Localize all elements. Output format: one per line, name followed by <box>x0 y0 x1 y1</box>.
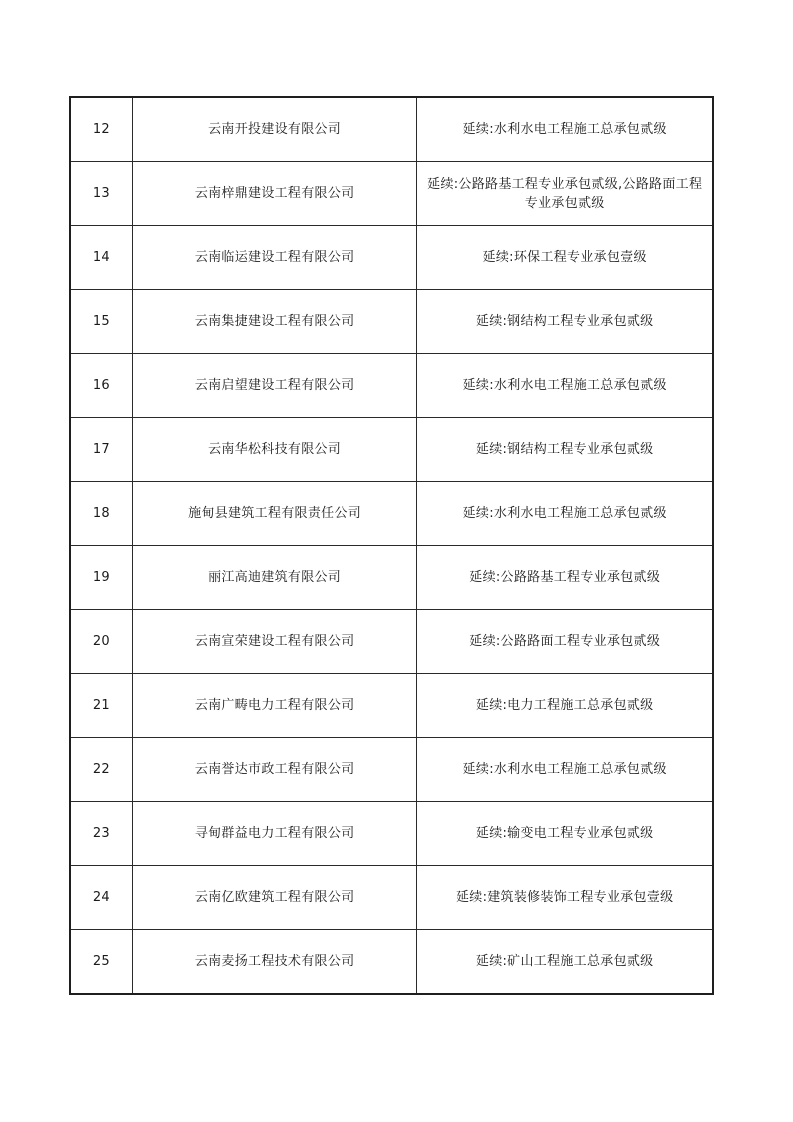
table-row <box>70 97 713 162</box>
qualification-item: 延续:钢结构工程专业承包贰级 <box>417 418 713 482</box>
qualification-item: 延续:电力工程施工总承包贰级 <box>417 674 713 738</box>
row-number: 14 <box>70 226 132 290</box>
row-number: 23 <box>70 802 132 866</box>
table-row <box>70 354 713 418</box>
table-body <box>70 97 713 994</box>
row-number: 22 <box>70 738 132 802</box>
row-number: 25 <box>70 930 132 995</box>
company-name: 施甸县建筑工程有限责任公司 <box>132 482 417 546</box>
qualification-item: 延续:钢结构工程专业承包贰级 <box>417 290 713 354</box>
qualification-item: 延续:环保工程专业承包壹级 <box>417 226 713 290</box>
qualification-item: 延续:公路路基工程专业承包贰级 <box>417 546 713 610</box>
company-name: 寻甸群益电力工程有限公司 <box>132 802 417 866</box>
company-name: 云南梓鼎建设工程有限公司 <box>132 162 417 226</box>
row-number: 15 <box>70 290 132 354</box>
row-number: 17 <box>70 418 132 482</box>
table-row <box>70 546 713 610</box>
qualification-table <box>69 96 714 995</box>
row-number: 19 <box>70 546 132 610</box>
qualification-item: 延续:水利水电工程施工总承包贰级 <box>417 482 713 546</box>
table-row <box>70 610 713 674</box>
table-row <box>70 482 713 546</box>
company-name: 云南麦扬工程技术有限公司 <box>132 930 417 995</box>
row-number: 20 <box>70 610 132 674</box>
company-name: 云南临运建设工程有限公司 <box>132 226 417 290</box>
company-name: 云南启望建设工程有限公司 <box>132 354 417 418</box>
row-number: 16 <box>70 354 132 418</box>
table-row <box>70 738 713 802</box>
company-name: 云南誉达市政工程有限公司 <box>132 738 417 802</box>
table-row <box>70 418 713 482</box>
row-number: 13 <box>70 162 132 226</box>
qualification-item: 延续:水利水电工程施工总承包贰级 <box>417 97 713 162</box>
company-name: 丽江高迪建筑有限公司 <box>132 546 417 610</box>
qualification-item: 延续:建筑装修装饰工程专业承包壹级 <box>417 866 713 930</box>
qualification-item: 延续:矿山工程施工总承包贰级 <box>417 930 713 995</box>
company-name: 云南集捷建设工程有限公司 <box>132 290 417 354</box>
qualification-item: 延续:公路路面工程专业承包贰级 <box>417 610 713 674</box>
table-row <box>70 802 713 866</box>
table-row <box>70 162 713 226</box>
table-row <box>70 226 713 290</box>
qualification-item: 延续:输变电工程专业承包贰级 <box>417 802 713 866</box>
company-name: 云南华松科技有限公司 <box>132 418 417 482</box>
company-name: 云南开投建设有限公司 <box>132 97 417 162</box>
table-row <box>70 866 713 930</box>
table-row <box>70 290 713 354</box>
company-name: 云南广畴电力工程有限公司 <box>132 674 417 738</box>
qualification-item: 延续:公路路基工程专业承包贰级,公路路面工程专业承包贰级 <box>417 162 713 226</box>
row-number: 18 <box>70 482 132 546</box>
qualification-item: 延续:水利水电工程施工总承包贰级 <box>417 354 713 418</box>
table-row <box>70 674 713 738</box>
row-number: 24 <box>70 866 132 930</box>
company-name: 云南宣荣建设工程有限公司 <box>132 610 417 674</box>
row-number: 12 <box>70 97 132 162</box>
company-name: 云南亿欧建筑工程有限公司 <box>132 866 417 930</box>
row-number: 21 <box>70 674 132 738</box>
qualification-item: 延续:水利水电工程施工总承包贰级 <box>417 738 713 802</box>
table-row <box>70 930 713 995</box>
